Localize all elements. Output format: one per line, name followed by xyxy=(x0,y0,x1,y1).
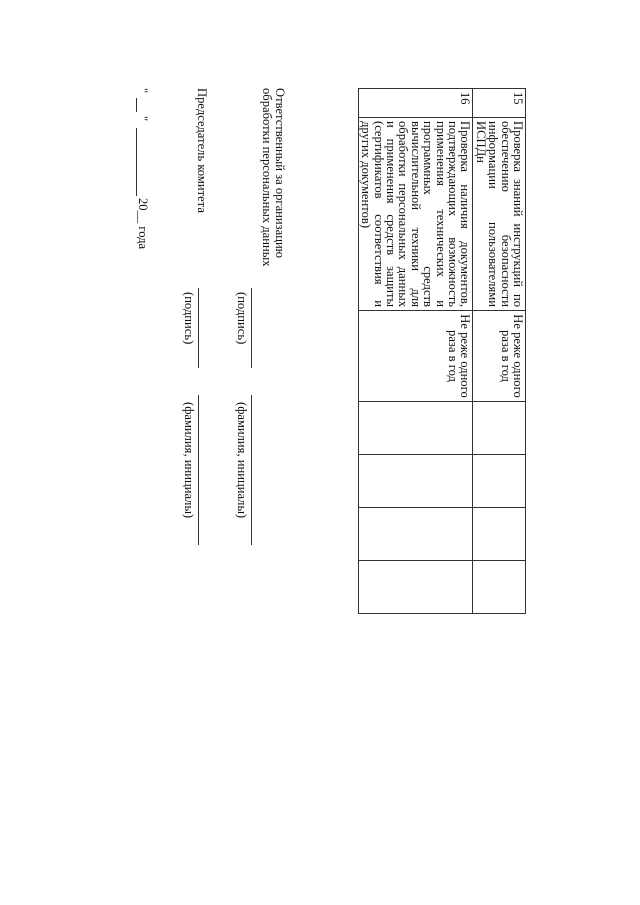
row-activity: Проверка знаний инструкций по обеспечению безопасности информации пользователями ИСПДн xyxy=(473,118,526,311)
table-row xyxy=(473,89,526,614)
day-line xyxy=(136,98,137,112)
signature-caption: (подпись) xyxy=(235,292,249,345)
name-caption: (фамилия, инициалы) xyxy=(235,402,249,519)
date-quote-open: " xyxy=(136,88,150,94)
table-row xyxy=(358,89,473,614)
empty-cell xyxy=(473,455,526,508)
signature-line xyxy=(198,288,199,368)
signature-caption: (подпись) xyxy=(182,292,196,345)
month-line xyxy=(136,128,137,196)
row-frequency: Не реже одного раза в год xyxy=(473,311,526,402)
empty-cell xyxy=(358,402,473,455)
empty-cell xyxy=(358,561,473,614)
date-year-text: 20__ года xyxy=(136,198,150,250)
empty-cell xyxy=(473,561,526,614)
row-activity: Проверка наличия документов, подтверждающих возможность применения технических и программных средств вычислительной техники для обработки персональных данных и применения средств защиты (сертификатов соответствия и других документов) xyxy=(358,118,473,311)
empty-cell xyxy=(358,508,473,561)
responsible-label: Ответственный за организацию обработки персональных данных xyxy=(260,88,287,267)
empty-cell xyxy=(358,455,473,508)
name-line xyxy=(251,395,252,545)
empty-cell xyxy=(473,402,526,455)
date-quote-close: " xyxy=(136,116,150,122)
row-number: 15 xyxy=(473,89,526,118)
chairman-label: Председатель комитета xyxy=(195,88,209,213)
row-frequency: Не реже одного раза в год xyxy=(358,311,473,402)
control-table xyxy=(358,88,526,614)
name-caption: (фамилия, инициалы) xyxy=(182,402,196,519)
empty-cell xyxy=(473,508,526,561)
row-number: 16 xyxy=(358,89,473,118)
signature-line xyxy=(251,288,252,368)
name-line xyxy=(198,395,199,545)
